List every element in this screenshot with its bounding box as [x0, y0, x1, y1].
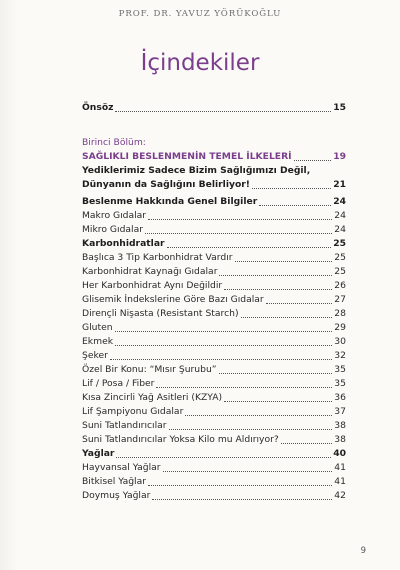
page-title: İçindekiler	[140, 50, 260, 76]
toc-entry-page: 36	[334, 392, 346, 403]
toc-entry-list	[82, 195, 346, 503]
leader-dots	[235, 261, 333, 262]
leader-dots	[156, 387, 332, 388]
toc-entry-label: Özel Bir Konu: “Mısır Şurubu”	[82, 364, 217, 375]
toc-entry-page: 35	[334, 378, 346, 389]
toc-entry	[82, 405, 346, 419]
toc-entry	[82, 209, 346, 223]
toc-entry	[82, 377, 346, 391]
toc-entry-label: Suni Tatlandırıcılar Yoksa Kilo mu Aldırıyor?	[82, 434, 279, 445]
toc-entry	[82, 447, 346, 461]
toc-entry-label: Suni Tatlandırıcılar	[82, 420, 167, 431]
leader-dots	[145, 233, 332, 234]
toc-entry-page: 30	[334, 336, 346, 347]
leader-dots	[281, 443, 332, 444]
leader-dots	[115, 345, 332, 346]
toc-entry-label: Makro Gıdalar	[82, 210, 147, 221]
toc-entry-page: 15	[333, 102, 346, 113]
toc-entry-page: 24	[334, 224, 346, 235]
toc-entry-page: 35	[334, 364, 346, 375]
toc-entry-label: Hayvansal Yağlar	[82, 462, 161, 473]
toc-entry-label: Karbonhidratlar	[82, 238, 165, 249]
toc-entry-page: 24	[333, 196, 346, 207]
toc-entry-long-line1: Yediklerimiz Sadece Bizim Sağlığımızı Değil,	[82, 165, 311, 176]
toc-entry-page: 41	[334, 462, 346, 473]
toc-entry-page: 26	[334, 280, 346, 291]
leader-dots	[241, 317, 332, 318]
leader-dots	[115, 331, 332, 332]
toc-entry	[82, 223, 346, 237]
toc-entry	[82, 279, 346, 293]
leader-dots	[252, 188, 331, 189]
toc-entry-page: 29	[334, 322, 346, 333]
toc-entry-page: 21	[333, 179, 346, 190]
toc-preface	[82, 101, 346, 115]
toc-entry-page: 27	[334, 294, 346, 305]
toc-entry-page: 24	[334, 210, 346, 221]
toc-entry	[82, 265, 346, 279]
toc-entry-label: Yağlar	[82, 448, 115, 459]
toc-entry-page: 32	[334, 350, 346, 361]
toc-entry-page: 25	[334, 252, 346, 263]
leader-dots	[259, 205, 331, 206]
toc-entry	[82, 349, 346, 363]
toc-entry-label: Karbonhidrat Kaynağı Gıdalar	[82, 266, 218, 277]
toc-entry	[82, 335, 346, 349]
toc-entry-label: Dirençli Nişasta (Resistant Starch)	[82, 308, 239, 319]
toc-entry-label: Önsöz	[82, 102, 114, 113]
leader-dots	[148, 219, 332, 220]
toc-entry	[82, 321, 346, 335]
leader-dots	[167, 247, 332, 248]
leader-dots	[169, 429, 332, 430]
leader-dots	[163, 471, 332, 472]
toc-entry-page: 41	[334, 476, 346, 487]
leader-dots	[294, 160, 332, 161]
leader-dots	[115, 111, 331, 112]
leader-dots	[110, 359, 332, 360]
toc-entry-page: 38	[334, 420, 346, 431]
toc-entry-page: 25	[334, 266, 346, 277]
toc-entry-label: Kısa Zincirli Yağ Asitleri (KZYA)	[82, 392, 223, 403]
leader-dots	[148, 485, 332, 486]
leader-dots	[266, 303, 332, 304]
toc-entry-label: Ekmek	[82, 336, 114, 347]
toc-entry-page: 28	[334, 308, 346, 319]
leader-dots	[219, 275, 332, 276]
toc-entry	[82, 195, 346, 209]
leader-dots	[185, 415, 332, 416]
toc-entry-page: 40	[333, 448, 346, 459]
toc-entry	[82, 461, 346, 475]
toc-entry	[82, 293, 346, 307]
toc-section	[82, 136, 346, 192]
toc-entry-page: 19	[333, 151, 346, 162]
toc-entry-label: Lif / Posa / Fiber	[82, 378, 155, 389]
leader-dots	[224, 289, 332, 290]
toc-entry	[82, 237, 346, 251]
toc-entry-label: SAĞLIKLI BESLENMENİN TEMEL İLKELERİ	[82, 151, 292, 162]
toc-entry	[82, 307, 346, 321]
leader-dots	[152, 499, 332, 500]
toc-entry	[82, 489, 346, 503]
running-head: PROF. DR. YAVUZ YÖRÜKOĞLU	[118, 9, 282, 19]
page-number: 9	[360, 546, 366, 556]
section-heading: Birinci Bölüm:	[82, 137, 146, 148]
toc-entry-label: Doymuş Yağlar	[82, 490, 151, 501]
toc-entry-label: Başlıca 3 Tip Karbonhidrat Vardır	[82, 252, 233, 263]
leader-dots	[219, 373, 332, 374]
toc-entry	[82, 391, 346, 405]
toc-entry-part-title	[82, 150, 346, 164]
toc-entry-label: Şeker	[82, 350, 108, 361]
toc-entry-page: 25	[333, 238, 346, 249]
toc-entry	[82, 433, 346, 447]
toc-entry	[82, 251, 346, 265]
toc-entry-label: Dünyanın da Sağlığını Belirliyor!	[82, 179, 250, 190]
toc-entry	[82, 363, 346, 377]
toc-entry-label: Bitkisel Yağlar	[82, 476, 147, 487]
toc-entry-page: 38	[334, 434, 346, 445]
toc-entry-long-line2	[82, 178, 346, 192]
toc-entry-label: Lif Şampiyonu Gıdalar	[82, 406, 184, 417]
toc-entry-label: Glisemik İndekslerine Göre Bazı Gıdalar	[82, 294, 264, 305]
toc-entry-preface	[82, 101, 346, 115]
toc-entry-label: Her Karbonhidrat Aynı Değildir	[82, 280, 223, 291]
leader-dots	[116, 457, 331, 458]
toc-entry-label: Mikro Gıdalar	[82, 224, 144, 235]
toc-entry	[82, 419, 346, 433]
toc-entry-page: 37	[334, 406, 346, 417]
leader-dots	[224, 401, 332, 402]
toc-entry-label: Beslenme Hakkında Genel Bilgiler	[82, 196, 258, 207]
toc-entry	[82, 475, 346, 489]
toc-entry-page: 42	[334, 490, 346, 501]
toc-entry-label: Gluten	[82, 322, 113, 333]
